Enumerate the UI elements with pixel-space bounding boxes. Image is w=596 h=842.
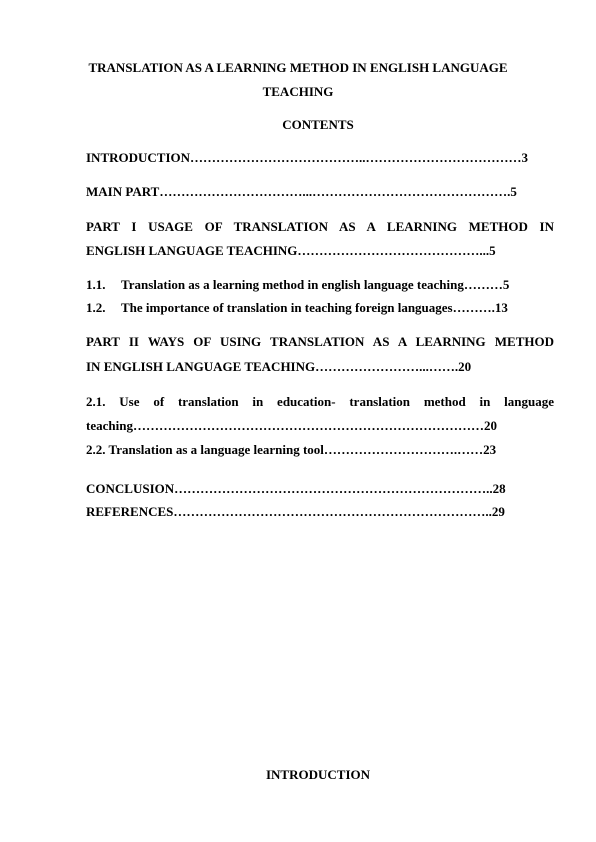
toc-entry-part1-line1: PART I USAGE OF TRANSLATION AS A LEARNING METHOD IN	[86, 219, 554, 234]
contents-heading: CONTENTS	[282, 117, 354, 132]
document-title-line1: TRANSLATION AS A LEARNING METHOD IN ENGLISH LANGUAGE	[88, 60, 508, 75]
toc-item-text: Translation as a learning method in english language teaching………5	[121, 277, 510, 292]
toc-entry-part2-line2: IN ENGLISH LANGUAGE TEACHING……………………...…….20	[86, 359, 472, 374]
toc-item-1-1	[86, 275, 556, 295]
document-title-line2: TEACHING	[262, 84, 334, 99]
toc-item-number: 1.2.	[86, 300, 106, 315]
toc-item-2-2: 2.2. Translation as a language learning tool………………………….……23	[86, 442, 497, 457]
toc-entry-part2-line1: PART II WAYS OF USING TRANSLATION AS A LEARNING METHOD	[86, 334, 554, 349]
toc-entry-part1-line2: ENGLISH LANGUAGE TEACHING……………………………………...5	[86, 243, 496, 258]
toc-item-text: The importance of translation in teaching foreign languages……….13	[121, 300, 508, 315]
toc-item-2-1-line1: 2.1. Use of translation in education- translation method in language	[86, 394, 554, 409]
toc-entry-references: REFERENCES………………………………………………………………..29	[86, 504, 505, 519]
toc-item-number: 1.1.	[86, 277, 106, 292]
introduction-heading: INTRODUCTION	[265, 767, 370, 782]
toc-entry-conclusion: CONCLUSION………………………………………………………………..28	[86, 481, 506, 496]
toc-item-2-1-line2: teaching………………………………………………………………………20	[86, 418, 497, 433]
toc-entry-introduction: INTRODUCTION…………………………………..………………………………3	[86, 150, 529, 165]
toc-item-1-2	[86, 298, 556, 318]
toc-entry-main-part: MAIN PART……………………………...……………………………………….5	[86, 184, 517, 199]
